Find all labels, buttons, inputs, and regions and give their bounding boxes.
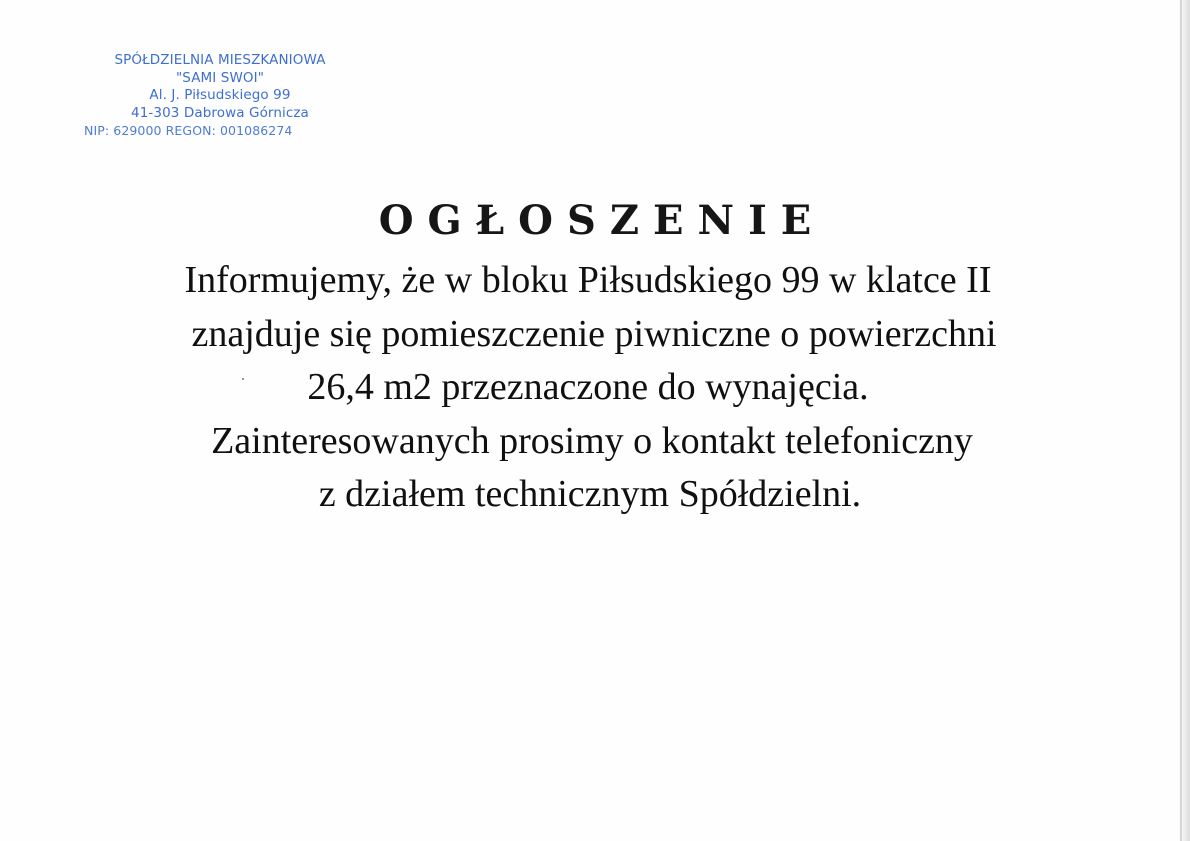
notice-line: Zainteresowanych prosimy o kontakt telefoniczny	[211, 419, 973, 462]
stamp-org-line: SPÓŁDZIELNIA MIESZKANIOWA	[114, 52, 326, 68]
stamp-name-line: "SAMI SWOI"	[175, 69, 265, 86]
notice-line: znajduje się pomieszczenie piwniczne o powierzchni	[191, 312, 997, 355]
notice-body	[0, 254, 1190, 522]
stamp-street-line: Al. J. Piłsudskiego 99	[149, 87, 291, 103]
organization-stamp	[84, 52, 356, 140]
notice-line: Informujemy, że w bloku Piłsudskiego 99 w klatce II	[184, 259, 992, 301]
notice-line: z działem technicznym Spółdzielni.	[318, 473, 862, 515]
notice-line: 26,4 m2 przeznaczone do wynajęcia.	[307, 366, 869, 408]
stamp-nip-line: NIP: 629000 REGON: 001086274	[84, 123, 293, 138]
scan-edge-line	[1180, 0, 1182, 841]
stamp-city-line: 41-303 Dabrowa Górnicza	[131, 104, 309, 121]
notice-title: OGŁOSZENIE	[378, 197, 826, 244]
